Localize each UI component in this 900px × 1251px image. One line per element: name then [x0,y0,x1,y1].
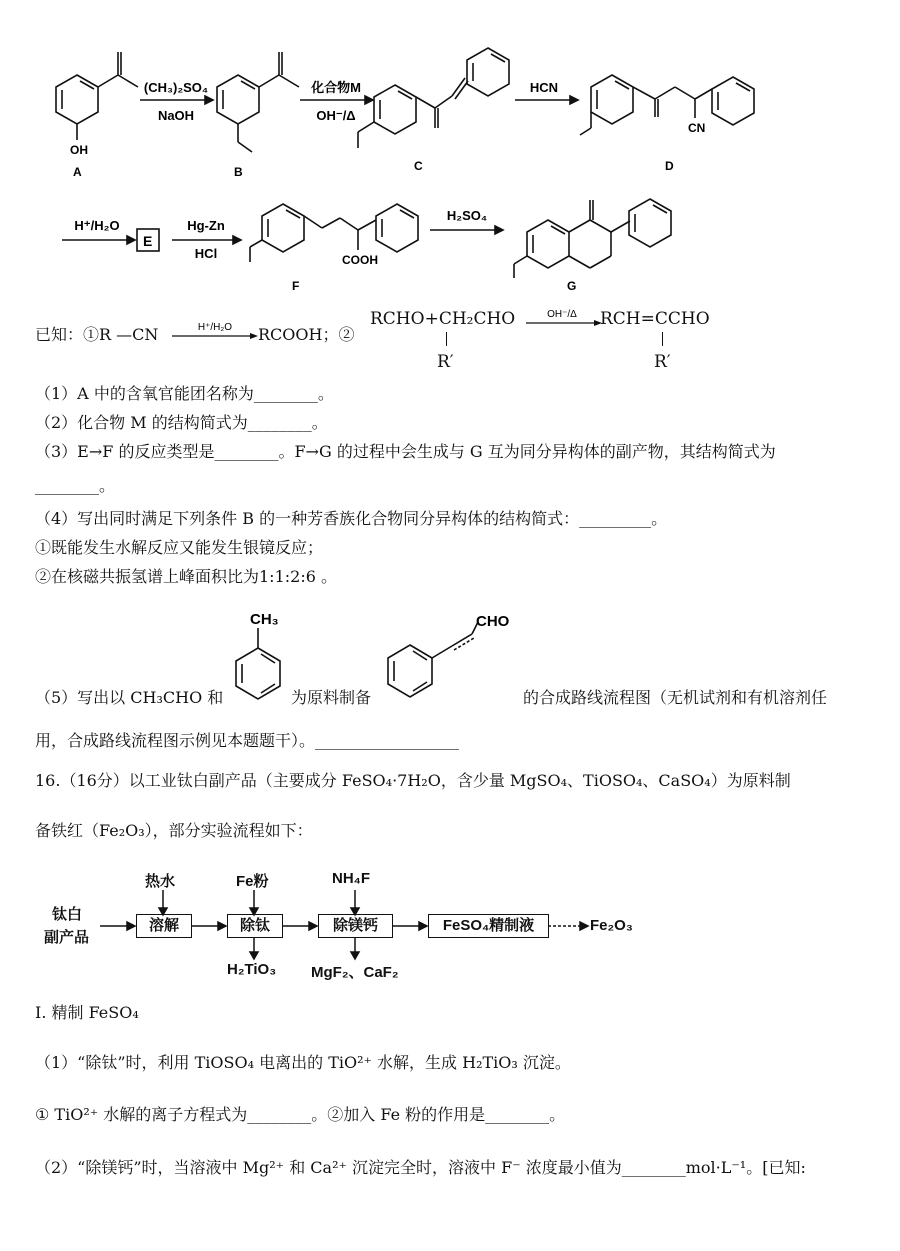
compound-d-label: D [665,159,674,173]
question-5c: 的合成路线流程图（无机试剂和有机溶剂任 [523,688,828,707]
known-rhs-2: RCH=CCHO [600,309,710,329]
reaction-scheme-row2 [0,190,900,305]
flow-end-product: Fe₂O₃ [590,917,633,934]
question-1: （1）A 中的含氧官能团名称为________。 [35,384,334,403]
reaction-scheme-row1 [0,0,900,190]
flow-output-ti: H₂TiO₃ [227,961,277,978]
flow-start-line1: 钛白 [52,906,83,923]
compound-g-structure [514,199,671,278]
part-1-question-1: （1）“除钛”时，利用 TiOSO₄ 电离出的 TiO²⁺ 水解，生成 H₂TiO₃ 沉淀。 [35,1053,571,1072]
part-1-question-2: （2）“除镁钙”时，当溶液中 Mg²⁺ 和 Ca²⁺ 沉淀完全时，溶液中 F⁻ 浓度最小值为________mol·L⁻¹。[已知: [35,1158,806,1177]
group-cn-label: CN [688,121,706,135]
aldehyde-label: CHO [476,613,510,630]
known-bond-2 [662,332,663,346]
flow-box-refined-liquid: FeSO₄精制液 [428,914,549,938]
compound-f-label: F [292,279,300,293]
compound-g-label: G [567,279,577,293]
compound-a-label: A [73,165,82,179]
compound-c-structure [358,48,509,148]
part-1-question-1a: ① TiO²⁺ 水解的离子方程式为________。②加入 Fe 粉的作用是________。 [35,1105,566,1124]
compound-d-structure [580,75,754,135]
condition-1: ①既能发生水解反应又能发生银镜反应； [35,538,324,557]
flow-box-dissolve: 溶解 [136,914,192,938]
reagent-1-bottom: NaOH [157,108,195,123]
reagent-5-bottom: HCl [194,246,218,261]
question-5a: （5）写出以 CH₃CHO 和 [35,688,224,707]
flow-input-2: Fe粉 [236,873,269,890]
flowchart [0,860,900,990]
group-oh-label: OH [70,143,88,157]
known-lhs-2: RCHO+CH₂CHO [370,309,516,329]
question-16-line1: 16.（16分）以工业钛白副产品（主要成分 FeSO₄·7H₂O，含少量 MgSO₄、TiOSO₄、CaSO₄）为原料制 [35,771,791,790]
compound-f-structure [250,204,418,262]
compound-a-structure [56,52,138,140]
reagent-3-top: HCN [529,80,559,95]
compound-e-label: E [143,233,153,249]
compound-b-structure [217,52,299,152]
flow-input-1: 热水 [145,873,176,890]
question-5b: 为原料制备 [291,688,372,707]
flow-input-3: NH₄F [332,870,370,887]
flow-box-remove-ti: 除钛 [227,914,283,938]
group-cooh-label: COOH [342,253,378,267]
cinnamaldehyde-structure [370,600,530,712]
compound-b-label: B [234,165,243,179]
methyl-label: CH₃ [250,611,279,628]
question-2: （2）化合物 M 的结构简式为________。 [35,413,328,432]
reagent-1-top: (CH₃)₂SO₄ [143,80,209,95]
known-arrow-1-label: H⁺/H₂O [197,322,233,333]
known-arrow-2-label: OH⁻/Δ [547,309,577,320]
condition-2: ②在核磁共振氢谱上峰面积比为1:1:2:6 。 [35,567,337,586]
toluene-structure [220,600,300,712]
known-rprime-1: R′ [437,352,454,372]
question-16-line2: 备铁红（Fe₂O₃），部分实验流程如下： [35,821,313,840]
flow-output-mg-ca: MgF₂、CaF₂ [311,964,399,981]
known-arrow-1 [170,318,260,348]
known-rhs-1: RCOOH；② [258,325,355,344]
flow-box-remove-mg-ca: 除镁钙 [318,914,393,938]
reagent-5-top: Hg-Zn [187,218,225,233]
known-rprime-2: R′ [654,352,671,372]
known-bond-1 [446,332,447,346]
flow-start-line2: 副产品 [44,929,90,946]
reagent-4-top: H⁺/H₂O [74,218,120,233]
reagent-2-top: 化合物M [311,80,361,95]
known-arrow-2 [524,305,604,335]
known-prefix: 已知：①R —CN [35,325,159,344]
compound-c-label: C [414,159,423,173]
question-4: （4）写出同时满足下列条件 B 的一种芳香族化合物同分异构体的结构简式：_________。 [35,509,668,528]
part-1-title: I. 精制 FeSO₄ [35,1003,139,1022]
reagent-2-bottom: OH⁻/Δ [316,108,356,123]
reagent-6-top: H₂SO₄ [446,208,488,223]
question-5d: 用，合成路线流程图示例见本题题干）。__________________ [35,731,460,750]
question-3a: （3）E→F 的反应类型是________。F→G 的过程中会生成与 G 互为同分异构体的副产物，其结构简式为 [35,442,776,461]
question-3b: ________。 [35,476,116,495]
